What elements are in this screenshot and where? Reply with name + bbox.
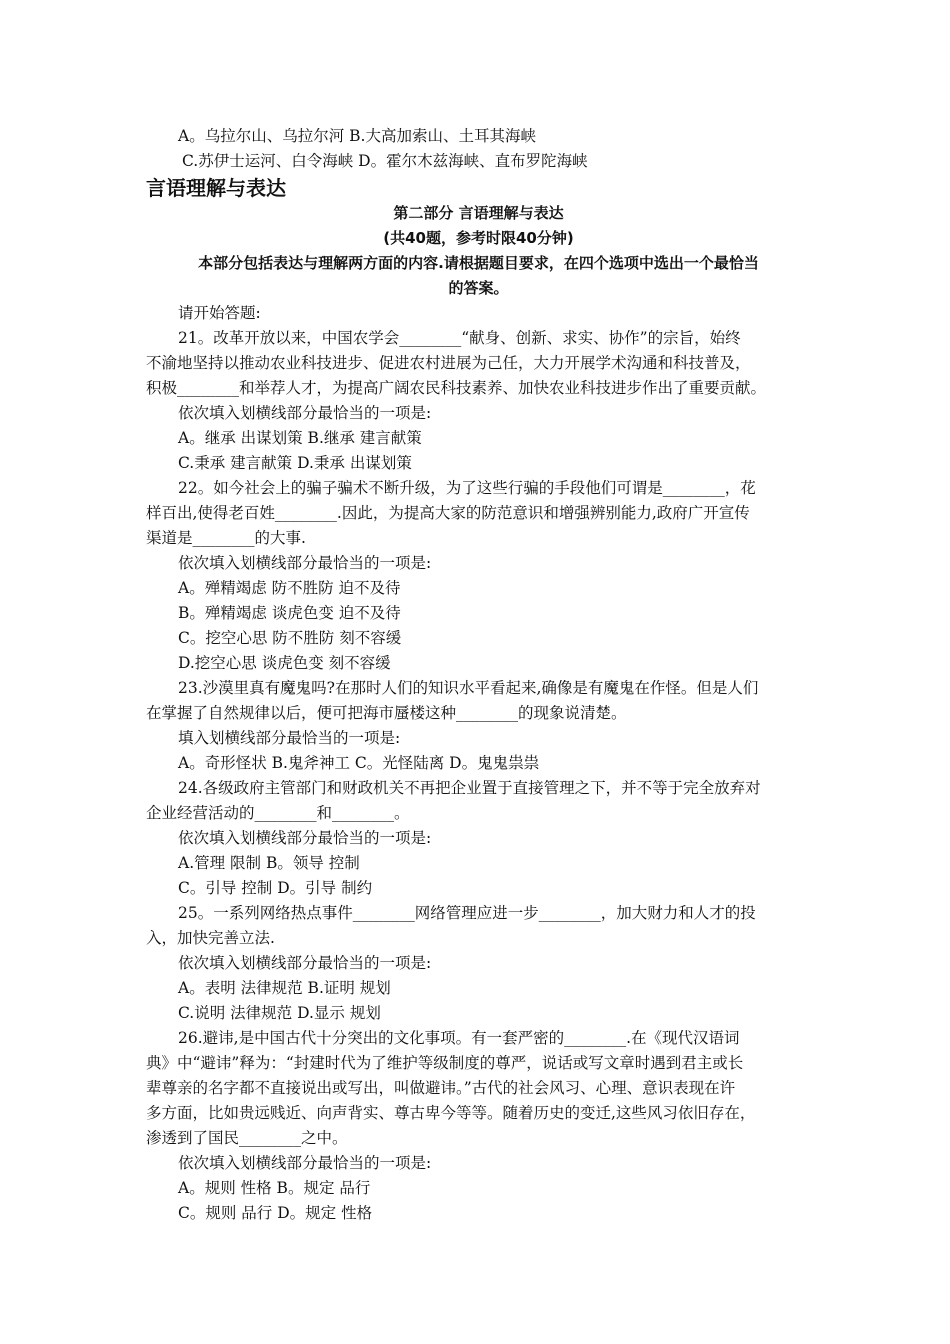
question-24	[146, 776, 811, 901]
question-25	[146, 901, 811, 1026]
question-text-line: 24.各级政府主管部门和财政机关不再把企业置于直接管理之下，并不等于完全放弃对	[178, 779, 761, 797]
option-line: B。殚精竭虑 谈虎色变 迫不及待	[178, 604, 401, 622]
option-line: A。殚精竭虑 防不胜防 迫不及待	[178, 579, 401, 597]
option-line: A.管理 限制 B。领导 控制	[178, 854, 360, 872]
option-line: A。表明 法律规范 B.证明 规划	[178, 979, 391, 997]
previous-question-options	[146, 124, 811, 174]
question-text-line: 25。一系列网络热点事件________网络管理应进一步________，加大财力和人才的投	[178, 904, 756, 922]
option-line: C。挖空心思 防不胜防 刻不容缓	[178, 629, 402, 647]
option-line: A。乌拉尔山、乌拉尔河 B.大高加索山、土耳其海峡	[178, 127, 536, 145]
question-text-line: 企业经营活动的________和________。	[146, 804, 410, 822]
question-text-line: 积极________和举荐人才，为提高广阔农民科技素养、加快农业科技进步作出了重要贡献。	[146, 379, 767, 397]
part-header	[146, 201, 811, 301]
question-prompt: 依次填入划横线部分最恰当的一项是:	[178, 1154, 432, 1172]
option-line: A。继承 出谋划策 B.继承 建言献策	[178, 429, 422, 447]
question-text-line: 26.避讳,是中国古代十分突出的文化事项。有一套严密的________.在《现代汉语词	[178, 1029, 740, 1047]
option-line: D.挖空心思 谈虎色变 刻不容缓	[178, 654, 391, 672]
question-prompt: 填入划横线部分最恰当的一项是:	[178, 729, 401, 747]
option-line: A。规则 性格 B。规定 品行	[178, 1179, 371, 1197]
question-text-line: 22。如今社会上的骗子骗术不断升级，为了这些行骗的手段他们可谓是________，花	[178, 479, 756, 497]
question-text-line: 辈尊亲的名字都不直接说出或写出，叫做避讳。”古代的社会风习、心理、意识表现在许	[146, 1079, 736, 1097]
start-prompt: 请开始答题:	[178, 304, 261, 322]
question-text-line: 渗透到了国民________之中。	[146, 1129, 348, 1147]
question-prompt: 依次填入划横线部分最恰当的一项是:	[178, 954, 432, 972]
question-text-line: 样百出,使得老百姓________.因此，为提高大家的防范意识和增强辨别能力,政府广开宣传	[146, 504, 750, 522]
question-text-line: 渠道是________的大事.	[146, 529, 306, 547]
option-line: C.说明 法律规范 D.显示 规划	[178, 1004, 381, 1022]
part-instruction: 本部分包括表达与理解两方面的内容.请根据题目要求，在四个选项中选出一个最恰当	[198, 254, 759, 272]
question-text-line: 21。改革开放以来，中国农学会________“献身、创新、求实、协作”的宗旨，始终	[178, 329, 741, 347]
option-line: C。引导 控制 D。引导 制约	[178, 879, 373, 897]
option-line: C.苏伊士运河、白令海峡 D。霍尔木兹海峡、直布罗陀海峡	[182, 152, 588, 170]
part-subtitle: (共40题，参考时限40分钟)	[383, 229, 574, 247]
section-title: 言语理解与表达	[146, 176, 286, 200]
question-23	[146, 676, 811, 776]
question-22	[146, 476, 811, 676]
part-instruction: 的答案。	[448, 279, 509, 297]
part-title: 第二部分 言语理解与表达	[393, 204, 564, 222]
option-line: C。规则 品行 D。规定 性格	[178, 1204, 373, 1222]
question-text-line: 典》中“避讳”释为：“封建时代为了维护等级制度的尊严，说话或写文章时遇到君主或长	[146, 1054, 744, 1072]
question-prompt: 依次填入划横线部分最恰当的一项是:	[178, 554, 432, 572]
question-prompt: 依次填入划横线部分最恰当的一项是:	[178, 404, 432, 422]
question-text-line: 在掌握了自然规律以后，便可把海市蜃楼这种________的现象说清楚。	[146, 704, 627, 722]
question-21	[146, 326, 811, 476]
question-text-line: 23.沙漠里真有魔鬼吗?在那时人们的知识水平看起来,确像是有魔鬼在作怪。但是人们	[178, 679, 759, 697]
question-26	[146, 1026, 811, 1226]
question-text-line: 多方面，比如贵远贱近、向声背实、尊古卑今等等。随着历史的变迁,这些风习依旧存在，	[146, 1104, 756, 1122]
option-line: C.秉承 建言献策 D.秉承 出谋划策	[178, 454, 412, 472]
option-line: A。奇形怪状 B.鬼斧神工 C。光怪陆离 D。鬼鬼祟祟	[178, 754, 540, 772]
question-list	[146, 301, 811, 1226]
question-text-line: 不渝地坚持以推动农业科技进步、促进农村进展为己任，大力开展学术沟通和科技普及，	[146, 354, 751, 372]
question-prompt: 依次填入划横线部分最恰当的一项是:	[178, 829, 432, 847]
question-text-line: 入，加快完善立法.	[146, 929, 275, 947]
